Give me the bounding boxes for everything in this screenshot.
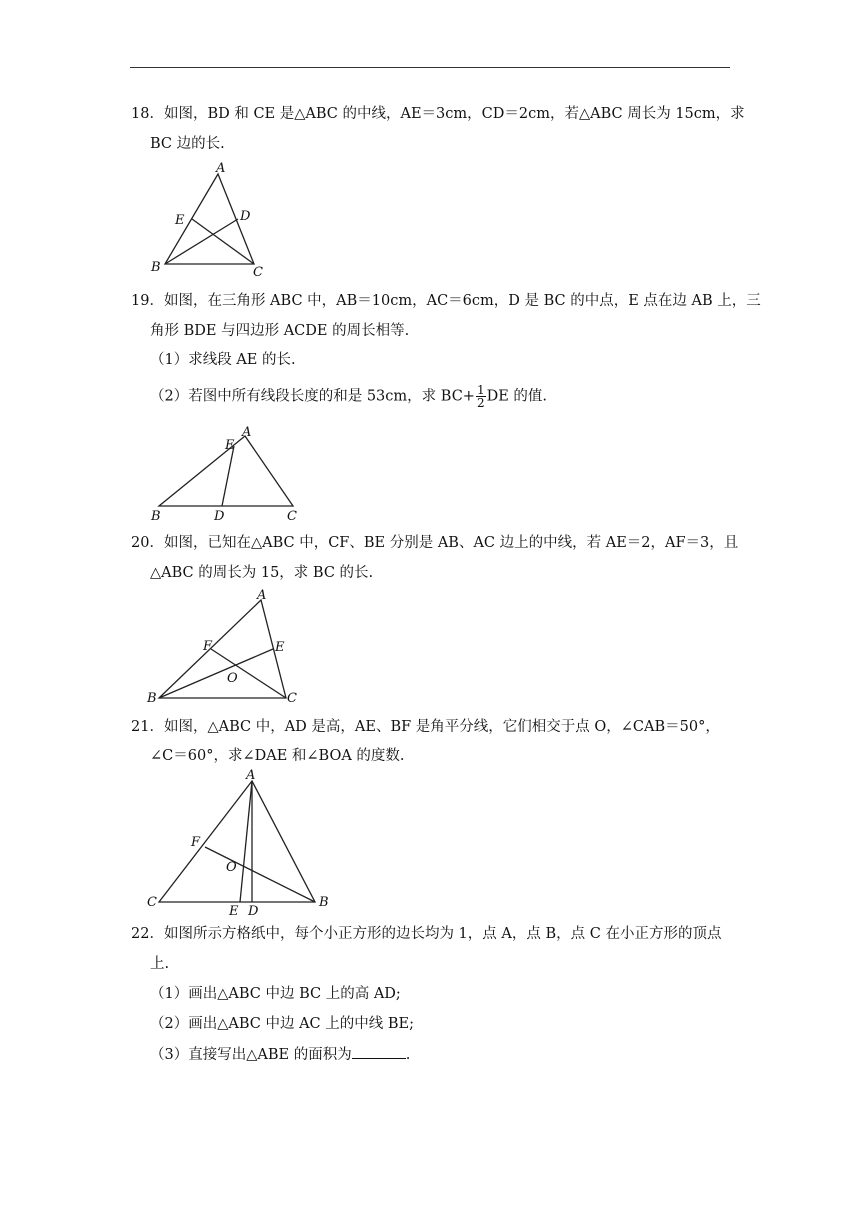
q22-part3-period: .: [405, 1047, 411, 1063]
q21-text-line2: ∠C＝60°，求∠DAE 和∠BOA 的度数.: [150, 748, 405, 764]
q21-label-e: E: [229, 904, 239, 919]
header-rule: [130, 67, 730, 68]
q21-label-o: O: [226, 860, 237, 875]
q21-triangle: [159, 781, 315, 902]
q21-text-line1: 21．如图，△ABC 中，AD 是高，AE、BF 是角平分线，它们相交于点 O，∠CAB＝50°，: [131, 719, 720, 735]
q19-part2: [150, 384, 547, 409]
q21-bisector-ae: [240, 781, 252, 902]
q21-label-b: B: [319, 895, 329, 910]
answer-blank[interactable]: [352, 1044, 406, 1059]
q21-label-f: F: [191, 835, 201, 850]
q20-label-o: O: [227, 671, 238, 686]
q19-label-b: B: [151, 509, 161, 524]
q22-part1: （1）画出△ABC 中边 BC 上的高 AD;: [150, 986, 401, 1002]
q18-label-c: C: [253, 265, 263, 280]
q20-label-b: B: [147, 691, 157, 706]
q19-figure: [145, 424, 310, 524]
q19-label-a: A: [242, 425, 252, 440]
q19-frac-den: 2: [476, 396, 485, 410]
q18-label-b: B: [151, 260, 161, 275]
q18-label-e: E: [175, 213, 185, 228]
q19-text-line1: 19．如图，在三角形 ABC 中，AB＝10cm，AC＝6cm，D 是 BC 的中点，E 点在边 AB 上，三: [131, 293, 761, 309]
q18-text-line2: BC 边的长.: [150, 136, 225, 152]
q20-triangle: [159, 600, 286, 698]
q18-label-d: D: [240, 209, 251, 224]
q19-part2-text-b: DE 的值.: [486, 388, 548, 405]
q22-text-line2: 上.: [150, 956, 170, 972]
q19-part1: （1）求线段 AE 的长.: [150, 352, 296, 368]
q19-label-c: C: [287, 509, 297, 524]
q20-figure: [145, 588, 310, 708]
q22-part2: （2）画出△ABC 中边 AC 上的中线 BE;: [150, 1016, 414, 1032]
q20-text-line1: 20．如图，已知在△ABC 中，CF、BE 分别是 AB、AC 边上的中线，若 AE＝2，AF＝3，且: [131, 535, 739, 551]
q21-label-d: D: [248, 904, 259, 919]
q20-label-c: C: [287, 691, 297, 706]
q19-text-line2: 角形 BDE 与四边形 ACDE 的周长相等.: [150, 323, 410, 339]
q22-part3: [150, 1044, 410, 1065]
q19-label-e: E: [225, 438, 235, 453]
q19-part2-text-a: （2）若图中所有线段长度的和是 53cm，求 BC+: [150, 388, 475, 405]
q20-median-be: [159, 649, 273, 698]
q20-label-a: A: [257, 588, 267, 603]
q22-part3-text: （3）直接写出△ABE 的面积为: [150, 1047, 352, 1063]
q20-label-e: E: [275, 640, 285, 655]
q21-figure: [145, 766, 335, 918]
q18-text-line1: 18．如图，BD 和 CE 是△ABC 的中线，AE＝3cm，CD＝2cm，若△ABC 周长为 15cm，求: [131, 106, 745, 122]
q21-bisector-bf: [205, 847, 315, 902]
q21-label-c: C: [147, 895, 157, 910]
q20-label-f: F: [203, 639, 213, 654]
q22-text-line1: 22．如图所示方格纸中，每个小正方形的边长均为 1，点 A，点 B，点 C 在小正方形的顶点: [131, 926, 722, 942]
q21-label-a: A: [246, 768, 256, 783]
q20-text-line2: △ABC 的周长为 15，求 BC 的长.: [150, 565, 374, 581]
q19-segment-de: [222, 446, 234, 506]
q19-frac-num: 1: [476, 383, 485, 397]
q18-label-a: A: [216, 161, 226, 176]
q18-figure: [140, 158, 280, 280]
q19-fraction: [476, 384, 486, 409]
q19-label-d: D: [214, 509, 225, 524]
